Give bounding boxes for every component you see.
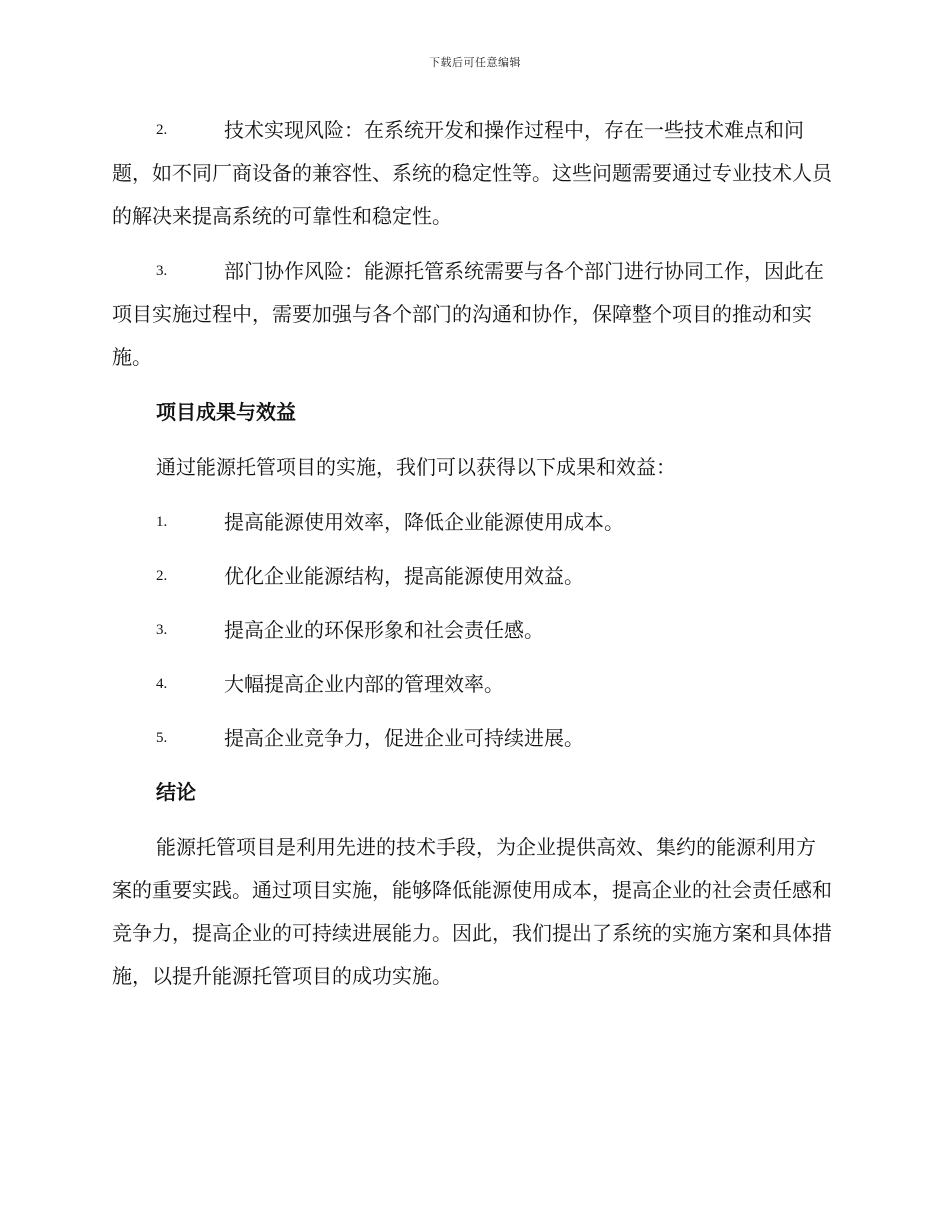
list-number: 2. (156, 568, 168, 584)
section-heading-conclusion: 结论 (156, 780, 196, 804)
results-item (112, 663, 834, 706)
list-number: 3. (156, 263, 168, 279)
list-item-text: 提高企业竞争力，促进企业可持续进展。 (224, 726, 584, 750)
results-item (112, 609, 834, 652)
list-item-text: 部门协作风险：能源托管系统需要与各个部门进行协同工作，因此在项目实施过程中，需要加强与各个部门的沟通和协作，保障整个项目的推动和实施。 (112, 259, 824, 369)
list-number: 1. (156, 514, 168, 530)
list-item-text: 大幅提高企业内部的管理效率。 (224, 672, 504, 696)
risk-item-collaboration (112, 250, 834, 379)
results-intro: 通过能源托管项目的实施，我们可以获得以下成果和效益： (156, 455, 676, 479)
list-item-text: 提高能源使用效率，降低企业能源使用成本。 (224, 510, 624, 534)
risk-item-technical (112, 109, 834, 238)
list-number: 5. (156, 730, 168, 746)
list-number: 2. (156, 122, 168, 138)
results-item (112, 501, 834, 544)
page-header: 下载后可任意编辑 (429, 56, 521, 69)
results-item (112, 717, 834, 760)
list-item-text: 技术实现风险：在系统开发和操作过程中，存在一些技术难点和问题，如不同厂商设备的兼容性、系统的稳定性等。这些问题需要通过专业技术人员的解决来提高系统的可靠性和稳定性。 (112, 118, 832, 228)
document-body (112, 109, 834, 1010)
list-number: 4. (156, 676, 168, 692)
section-heading-results: 项目成果与效益 (156, 400, 296, 424)
results-item (112, 555, 834, 598)
list-number: 3. (156, 622, 168, 638)
list-item-text: 提高企业的环保形象和社会责任感。 (224, 618, 544, 642)
list-item-text: 优化企业能源结构，提高能源使用效益。 (224, 564, 584, 588)
conclusion-paragraph: 能源托管项目是利用先进的技术手段，为企业提供高效、集约的能源利用方案的重要实践。通过项目实施，能够降低能源使用成本，提高企业的社会责任感和竞争力，提高企业的可持续进展能力。因此，我们提出了系统的实施方案和具体措施，以提升能源托管项目的成功实施。 (112, 835, 832, 988)
